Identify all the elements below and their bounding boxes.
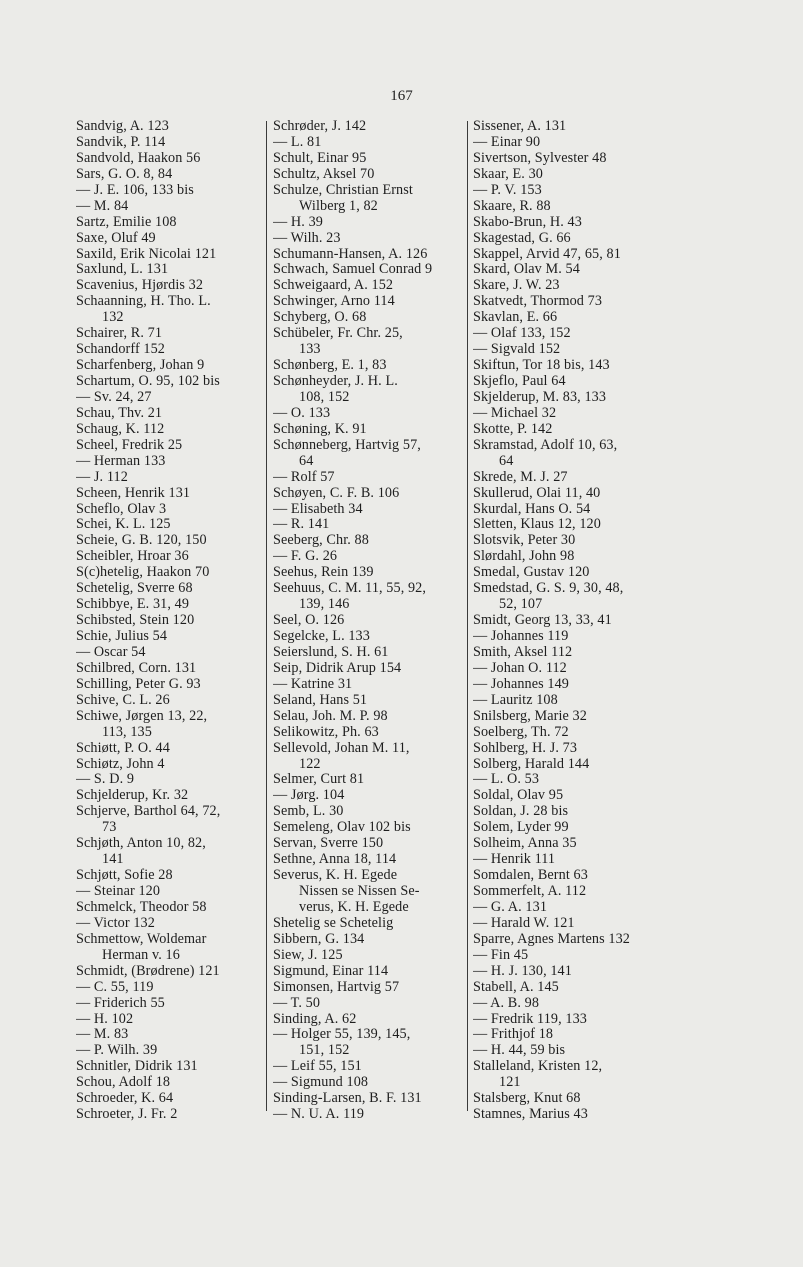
- index-entry: Schie, Julius 54: [76, 629, 168, 644]
- index-column-1: [76, 119, 264, 1123]
- index-entry: Stamnes, Marius 43: [473, 1107, 588, 1123]
- index-entry-continuation: 139, 146: [299, 597, 350, 613]
- index-entry: — P. V. 153: [473, 182, 542, 198]
- index-entry: Schiøtt, P. O. 44: [76, 740, 170, 756]
- index-entry: — Elisabeth 34: [273, 501, 363, 517]
- index-entry: — M. 83: [76, 1027, 129, 1043]
- index-entry: Seeberg, Chr. 88: [273, 533, 369, 549]
- index-entry: Solem, Lyder 99: [473, 820, 569, 836]
- index-entry-continuation: 122: [299, 756, 321, 772]
- index-entry: Skotte, P. 142: [473, 421, 553, 437]
- index-entry: Somdalen, Bernt 63: [473, 868, 588, 884]
- index-entry: Schmelck, Theodor 58: [76, 899, 207, 915]
- index-entry: Schult, Einar 95: [273, 150, 367, 166]
- index-entry: Schrøder, J. 142: [273, 119, 367, 134]
- index-entry: Selikowitz, Ph. 63: [273, 724, 379, 740]
- index-entry: Schaanning, H. Tho. L.: [76, 294, 211, 310]
- index-entry: Schjerve, Barthol 64, 72,: [76, 804, 221, 820]
- index-entry: Schübeler, Fr. Chr. 25,: [273, 326, 403, 342]
- index-entry: Schroeder, K. 64: [76, 1091, 174, 1107]
- index-entry: Skaare, R. 88: [473, 198, 551, 214]
- index-entry: Smedal, Gustav 120: [473, 565, 590, 581]
- index-entry: Schøyen, C. F. B. 106: [273, 485, 400, 501]
- index-entry: — Fin 45: [473, 947, 529, 963]
- index-entry: Skiftun, Tor 18 bis, 143: [473, 358, 610, 374]
- index-entry: Sissener, A. 131: [473, 119, 567, 134]
- index-entry-continuation: Nissen se Nissen Se-: [299, 884, 420, 899]
- index-entry: Schaug, K. 112: [76, 421, 165, 437]
- index-entry: Schibbye, E. 31, 49: [76, 597, 190, 613]
- index-entry: Slørdahl, John 98: [473, 549, 575, 565]
- index-entry: Sinding, A. 62: [273, 1011, 357, 1027]
- index-entry: Sigmund, Einar 114: [273, 963, 389, 979]
- index-entry: Schandorff 152: [76, 342, 166, 358]
- index-entry: Siew, J. 125: [273, 947, 343, 963]
- index-entry-continuation: 132: [102, 310, 124, 326]
- index-entry: — Fredrik 119, 133: [473, 1011, 587, 1027]
- index-entry: Selmer, Curt 81: [273, 772, 365, 788]
- index-entry: Schønheyder, J. H. L.: [273, 374, 398, 389]
- index-entry: Scharfenberg, Johan 9: [76, 358, 205, 374]
- index-entry: Scheibler, Hroar 36: [76, 549, 189, 565]
- index-entry: Schmidt, (Brødrene) 121: [76, 963, 220, 979]
- index-entry: — H. J. 130, 141: [473, 963, 572, 979]
- index-column-3: [473, 119, 669, 1123]
- index-entry: — A. B. 98: [473, 995, 540, 1011]
- index-entry: Scheen, Henrik 131: [76, 485, 191, 501]
- index-entry: Schønneberg, Hartvig 57,: [273, 437, 421, 453]
- index-entry: — C. 55, 119: [76, 979, 154, 995]
- index-entry: Skagestad, G. 66: [473, 230, 571, 246]
- index-entry: — Johan O. 112: [473, 660, 567, 676]
- index-entry: Soldan, J. 28 bis: [473, 804, 569, 820]
- index-entry: — H. 39: [273, 214, 323, 230]
- index-entry: Stabell, A. 145: [473, 979, 559, 995]
- index-entry: Schmettow, Woldemar: [76, 931, 207, 947]
- index-entry: — J. 112: [76, 469, 128, 485]
- index-entry: Schei, K. L. 125: [76, 517, 171, 533]
- index-entry: Soelberg, Th. 72: [473, 724, 569, 740]
- index-entry: — L. 81: [273, 134, 322, 150]
- index-entry: Sethne, Anna 18, 114: [273, 852, 397, 868]
- index-entry: Sandvik, P. 114: [76, 134, 166, 150]
- index-entry: Saxlund, L. 131: [76, 262, 169, 278]
- index-entry: — P. Wilh. 39: [76, 1043, 158, 1059]
- index-entry: Sellevold, Johan M. 11,: [273, 740, 410, 756]
- index-entry: Schwinger, Arno 114: [273, 294, 395, 310]
- index-entry-continuation: verus, K. H. Egede: [299, 899, 409, 915]
- index-entry: — F. G. 26: [273, 549, 338, 565]
- index-entry: Skappel, Arvid 47, 65, 81: [473, 246, 621, 262]
- index-entry: Sandvig, A. 123: [76, 119, 169, 134]
- index-entry: Schilling, Peter G. 93: [76, 676, 201, 692]
- index-entry: Skabo-Brun, H. 43: [473, 214, 582, 230]
- index-entry: Snilsberg, Marie 32: [473, 708, 587, 724]
- index-entry: Skramstad, Adolf 10, 63,: [473, 437, 618, 453]
- index-entry: — Herman 133: [76, 453, 166, 469]
- index-entry: Sinding-Larsen, B. F. 131: [273, 1091, 422, 1107]
- index-entry: Segelcke, L. 133: [273, 629, 370, 644]
- index-entry: — Steinar 120: [76, 884, 161, 899]
- index-entry-continuation: Herman v. 16: [102, 947, 180, 963]
- index-entry: Scheflo, Olav 3: [76, 501, 167, 517]
- index-entry: Sandvold, Haakon 56: [76, 150, 201, 166]
- index-entry: Sohlberg, H. J. 73: [473, 740, 578, 756]
- index-entry: — H. 102: [76, 1011, 134, 1027]
- index-entry: Selau, Joh. M. P. 98: [273, 708, 388, 724]
- index-entry-continuation: 151, 152: [299, 1043, 350, 1059]
- index-entry: Skare, J. W. 23: [473, 278, 560, 294]
- column-divider: [467, 121, 468, 1111]
- index-entry: Seland, Hans 51: [273, 692, 368, 708]
- index-entry: Semb, L. 30: [273, 804, 344, 820]
- index-entry: — Wilh. 23: [273, 230, 341, 246]
- index-entry: — Oscar 54: [76, 644, 146, 660]
- index-entry: — Sigvald 152: [473, 342, 561, 358]
- index-column-2: [273, 119, 465, 1123]
- index-entry: Skaar, E. 30: [473, 166, 543, 182]
- index-entry-continuation: 121: [499, 1075, 521, 1091]
- index-entry: Schairer, R. 71: [76, 326, 163, 342]
- index-entry: Seehuus, C. M. 11, 55, 92,: [273, 581, 427, 597]
- index-entry-continuation: Wilberg 1, 82: [299, 198, 378, 214]
- index-entry: Sartz, Emilie 108: [76, 214, 177, 230]
- index-entry: Stalsberg, Knut 68: [473, 1091, 581, 1107]
- column-divider: [266, 121, 267, 1111]
- index-entry: Skatvedt, Thormod 73: [473, 294, 603, 310]
- index-entry: — N. U. A. 119: [273, 1107, 365, 1123]
- index-entry: Shetelig se Schetelig: [273, 915, 394, 931]
- index-entry: Sibbern, G. 134: [273, 931, 365, 947]
- index-entry: Sommerfelt, A. 112: [473, 884, 587, 899]
- index-entry: — H. 44, 59 bis: [473, 1043, 566, 1059]
- index-entry-continuation: 133: [299, 342, 321, 358]
- index-entry-continuation: 64: [499, 453, 514, 469]
- index-entry: Solheim, Anna 35: [473, 836, 577, 852]
- index-entry: Schetelig, Sverre 68: [76, 581, 193, 597]
- index-entry: Saxe, Oluf 49: [76, 230, 156, 246]
- index-entry: Skjelderup, M. 83, 133: [473, 389, 607, 405]
- index-entry: Schønberg, E. 1, 83: [273, 358, 387, 374]
- index-entry: — Johannes 119: [473, 629, 569, 644]
- index-entry: — Holger 55, 139, 145,: [273, 1027, 411, 1043]
- index-entry: Sparre, Agnes Martens 132: [473, 931, 630, 947]
- index-entry-continuation: 108, 152: [299, 389, 350, 405]
- index-entry: Skrede, M. J. 27: [473, 469, 568, 485]
- index-entry: Servan, Sverre 150: [273, 836, 384, 852]
- index-entry: Sletten, Klaus 12, 120: [473, 517, 601, 533]
- index-entry: Skullerud, Olai 11, 40: [473, 485, 601, 501]
- index-entry: Schroeter, J. Fr. 2: [76, 1107, 178, 1123]
- index-entry: Schøning, K. 91: [273, 421, 367, 437]
- index-entry: — O. 133: [273, 405, 331, 421]
- index-entry-continuation: 113, 135: [102, 724, 152, 740]
- index-entry: Slotsvik, Peter 30: [473, 533, 576, 549]
- index-entry: Sivertson, Sylvester 48: [473, 150, 607, 166]
- page-number: 167: [390, 88, 413, 104]
- index-entry: — S. D. 9: [76, 772, 135, 788]
- index-entry: Skard, Olav M. 54: [473, 262, 580, 278]
- index-entry-continuation: 52, 107: [499, 597, 543, 613]
- index-entry: — Victor 132: [76, 915, 155, 931]
- index-entry-continuation: 64: [299, 453, 314, 469]
- index-entry: Schau, Thv. 21: [76, 405, 163, 421]
- index-entry: Skurdal, Hans O. 54: [473, 501, 591, 517]
- index-entry: Schiwe, Jørgen 13, 22,: [76, 708, 208, 724]
- index-entry: — Sv. 24, 27: [76, 389, 152, 405]
- index-entry: Smidt, Georg 13, 33, 41: [473, 613, 612, 629]
- index-entry: — Jørg. 104: [273, 788, 345, 804]
- index-entry: Stalleland, Kristen 12,: [473, 1059, 603, 1075]
- index-entry: Schou, Adolf 18: [76, 1075, 171, 1091]
- index-entry: Scheie, G. B. 120, 150: [76, 533, 207, 549]
- index-entry: Seel, O. 126: [273, 613, 345, 629]
- index-entry: Schjøtt, Sofie 28: [76, 868, 173, 884]
- index-entry: Schartum, O. 95, 102 bis: [76, 374, 220, 389]
- index-entry: — Lauritz 108: [473, 692, 558, 708]
- index-entry: Schiøtz, John 4: [76, 756, 165, 772]
- index-entry: Schumann-Hansen, A. 126: [273, 246, 428, 262]
- index-entry: — Sigmund 108: [273, 1075, 369, 1091]
- index-entry: — Friderich 55: [76, 995, 165, 1011]
- index-entry-continuation: 73: [102, 820, 117, 836]
- index-entry: Semeleng, Olav 102 bis: [273, 820, 411, 836]
- index-entry: Saxild, Erik Nicolai 121: [76, 246, 217, 262]
- index-entry: — J. E. 106, 133 bis: [76, 182, 194, 198]
- index-entry: Seip, Didrik Arup 154: [273, 660, 402, 676]
- index-entry: Sars, G. O. 8, 84: [76, 166, 173, 182]
- index-entry: — Johannes 149: [473, 676, 569, 692]
- index-entry: — Henrik 111: [473, 852, 556, 868]
- index-entry: — M. 84: [76, 198, 129, 214]
- index-entry: Smedstad, G. S. 9, 30, 48,: [473, 581, 624, 597]
- index-entry: Schive, C. L. 26: [76, 692, 170, 708]
- index-entry: — Einar 90: [473, 134, 541, 150]
- index-entry: Solberg, Harald 144: [473, 756, 590, 772]
- index-entry: — T. 50: [273, 995, 321, 1011]
- index-entry: Schilbred, Corn. 131: [76, 660, 197, 676]
- index-entry: — Frithjof 18: [473, 1027, 554, 1043]
- index-columns: [72, 119, 772, 1123]
- index-entry: Schjelderup, Kr. 32: [76, 788, 189, 804]
- index-entry: — Harald W. 121: [473, 915, 575, 931]
- index-entry: — G. A. 131: [473, 899, 548, 915]
- index-entry: Scheel, Fredrik 25: [76, 437, 183, 453]
- index-entry: Soldal, Olav 95: [473, 788, 564, 804]
- index-entry: — R. 141: [273, 517, 330, 533]
- index-entry: Schweigaard, A. 152: [273, 278, 394, 294]
- index-entry: Schulze, Christian Ernst: [273, 182, 413, 198]
- index-entry: Scavenius, Hjørdis 32: [76, 278, 204, 294]
- index-entry: — Olaf 133, 152: [473, 326, 571, 342]
- index-entry: Skjeflo, Paul 64: [473, 374, 566, 389]
- index-entry: Schultz, Aksel 70: [273, 166, 375, 182]
- index-entry: Skavlan, E. 66: [473, 310, 558, 326]
- index-entry: Schwach, Samuel Conrad 9: [273, 262, 433, 278]
- index-entry: — Katrine 31: [273, 676, 353, 692]
- index-entry: — L. O. 53: [473, 772, 540, 788]
- index-entry: Schnitler, Didrik 131: [76, 1059, 198, 1075]
- index-entry: — Michael 32: [473, 405, 557, 421]
- index-entry: Seierslund, S. H. 61: [273, 644, 389, 660]
- index-entry-continuation: 141: [102, 852, 124, 868]
- index-entry: Schyberg, O. 68: [273, 310, 367, 326]
- index-entry: Smith, Aksel 112: [473, 644, 573, 660]
- index-entry: Severus, K. H. Egede: [273, 868, 398, 884]
- index-entry: — Leif 55, 151: [273, 1059, 362, 1075]
- index-entry: Seehus, Rein 139: [273, 565, 374, 581]
- index-entry: Simonsen, Hartvig 57: [273, 979, 400, 995]
- index-entry: Schibsted, Stein 120: [76, 613, 195, 629]
- index-entry: Schjøth, Anton 10, 82,: [76, 836, 206, 852]
- index-entry: — Rolf 57: [273, 469, 335, 485]
- index-entry: S(c)hetelig, Haakon 70: [76, 565, 210, 581]
